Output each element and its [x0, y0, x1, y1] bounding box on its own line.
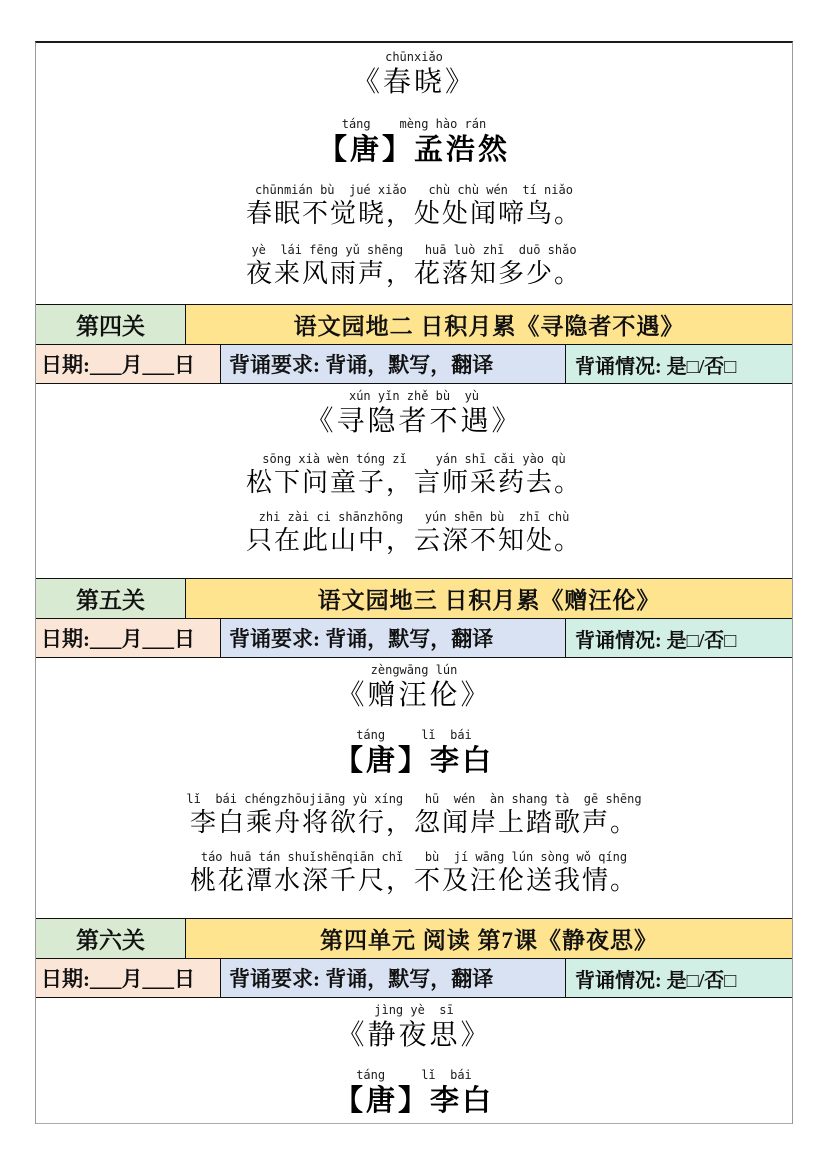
- poem-title: 《静夜思》: [336, 1019, 492, 1051]
- requirement-cell: 背诵要求: 背诵，默写，翻译: [221, 959, 566, 997]
- poem-line-hanzi: 李白乘舟将欲行，忽闻岸上踏歌声。: [189, 807, 638, 837]
- poem-author: 【唐】孟浩然: [317, 133, 510, 166]
- poem-author-pinyin: táng lǐ bái: [356, 1067, 472, 1082]
- poem-line-pinyin: lǐ bái chéngzhōujiāng yù xíng hū wén àn shang tà gē shēng: [186, 791, 642, 806]
- poem-title-block: [352, 51, 476, 100]
- poem-author: 【唐】李白: [333, 1084, 494, 1117]
- poem-line: [246, 244, 582, 290]
- poem-title: 《赠汪伦》: [336, 679, 492, 711]
- status-cell: 背诵情况: 是□/否□: [566, 959, 792, 997]
- requirement-cell: 背诵要求: 背诵，默写，翻译: [221, 619, 566, 657]
- section-title-cell: 第四单元 阅读 第7课《静夜思》: [186, 919, 792, 958]
- poem-line-hanzi: 春眠不觉晓，处处闻啼鸟。: [245, 198, 582, 228]
- poem-title: 《春晓》: [351, 66, 476, 98]
- poem-recitation-table: [35, 41, 793, 1124]
- poem-author-block: [334, 729, 494, 779]
- level-cell: 第四关: [36, 305, 186, 344]
- section-title-cell: 语文园地二 日积月累《寻隐者不遇》: [186, 305, 792, 344]
- poem-title-pinyin: jìng yè sī: [374, 1003, 454, 1017]
- level-cell: 第五关: [36, 579, 186, 618]
- poem-line: [246, 453, 582, 499]
- meta-row: [36, 345, 792, 384]
- poem-title-pinyin: xún yǐn zhě bù yù: [348, 389, 480, 403]
- level-header-row: [36, 579, 792, 619]
- poem-author-pinyin: táng lǐ bái: [356, 727, 472, 742]
- poem-section-chunxiao: [36, 43, 792, 305]
- poem-line-hanzi: 松下问童子，言师采药去。: [245, 467, 582, 497]
- poem-line-hanzi: 只在此山中，云深不知处。: [245, 525, 582, 555]
- level-cell: 第六关: [36, 919, 186, 958]
- poem-author: 【唐】李白: [333, 744, 494, 777]
- poem-title-block: [336, 1004, 491, 1053]
- poem-line-pinyin: táo huā tán shuǐshēnqiān chǐ bù jí wāng lún sòng wǒ qíng: [200, 850, 628, 865]
- poem-section-zengwanglun: [36, 658, 792, 919]
- poem-section-jingyesi: [36, 998, 792, 1124]
- level-header-row: [36, 305, 792, 345]
- meta-row: [36, 959, 792, 998]
- poem-title-block: [305, 390, 522, 439]
- poem-line-pinyin: chūnmián bù jué xiǎo chù chù wén tí niǎo: [255, 182, 573, 197]
- poem-line: [246, 184, 582, 230]
- poem-line-pinyin: yè lái fēng yǔ shēng huā luò zhī duō shǎo: [251, 243, 577, 258]
- poem-line: [186, 793, 641, 839]
- date-cell: 日期:___月___日: [36, 619, 221, 657]
- section-title-cell: 语文园地三 日积月累《赠汪伦》: [186, 579, 792, 618]
- poem-author-block: [318, 118, 510, 168]
- poem-line: [190, 851, 638, 897]
- meta-row: [36, 619, 792, 658]
- poem-author-block: [334, 1069, 494, 1119]
- requirement-cell: 背诵要求: 背诵，默写，翻译: [221, 345, 566, 383]
- poem-line: [246, 511, 582, 557]
- status-cell: 背诵情况: 是□/否□: [566, 619, 792, 657]
- poem-title-block: [336, 664, 491, 713]
- poem-title-pinyin: zèngwāng lún: [370, 663, 458, 677]
- poem-title-pinyin: chūnxiǎo: [385, 50, 443, 64]
- poem-section-xunyinzhebuyu: [36, 384, 792, 579]
- poem-line-hanzi: 夜来风雨声，花落知多少。: [245, 258, 582, 288]
- poem-line-hanzi: 桃花潭水深千尺，不及汪伦送我情。: [189, 865, 638, 895]
- poem-line-pinyin: zhi zài ci shānzhōng yún shēn bù zhī chù: [258, 510, 570, 525]
- status-cell: 背诵情况: 是□/否□: [566, 345, 792, 383]
- poem-line-pinyin: sōng xià wèn tóng zǐ yán shī cǎi yào qù: [262, 451, 566, 466]
- date-cell: 日期:___月___日: [36, 959, 221, 997]
- level-header-row: [36, 919, 792, 959]
- date-cell: 日期:___月___日: [36, 345, 221, 383]
- poem-author-pinyin: táng mèng hào rán: [341, 116, 487, 131]
- poem-title: 《寻隐者不遇》: [305, 405, 523, 437]
